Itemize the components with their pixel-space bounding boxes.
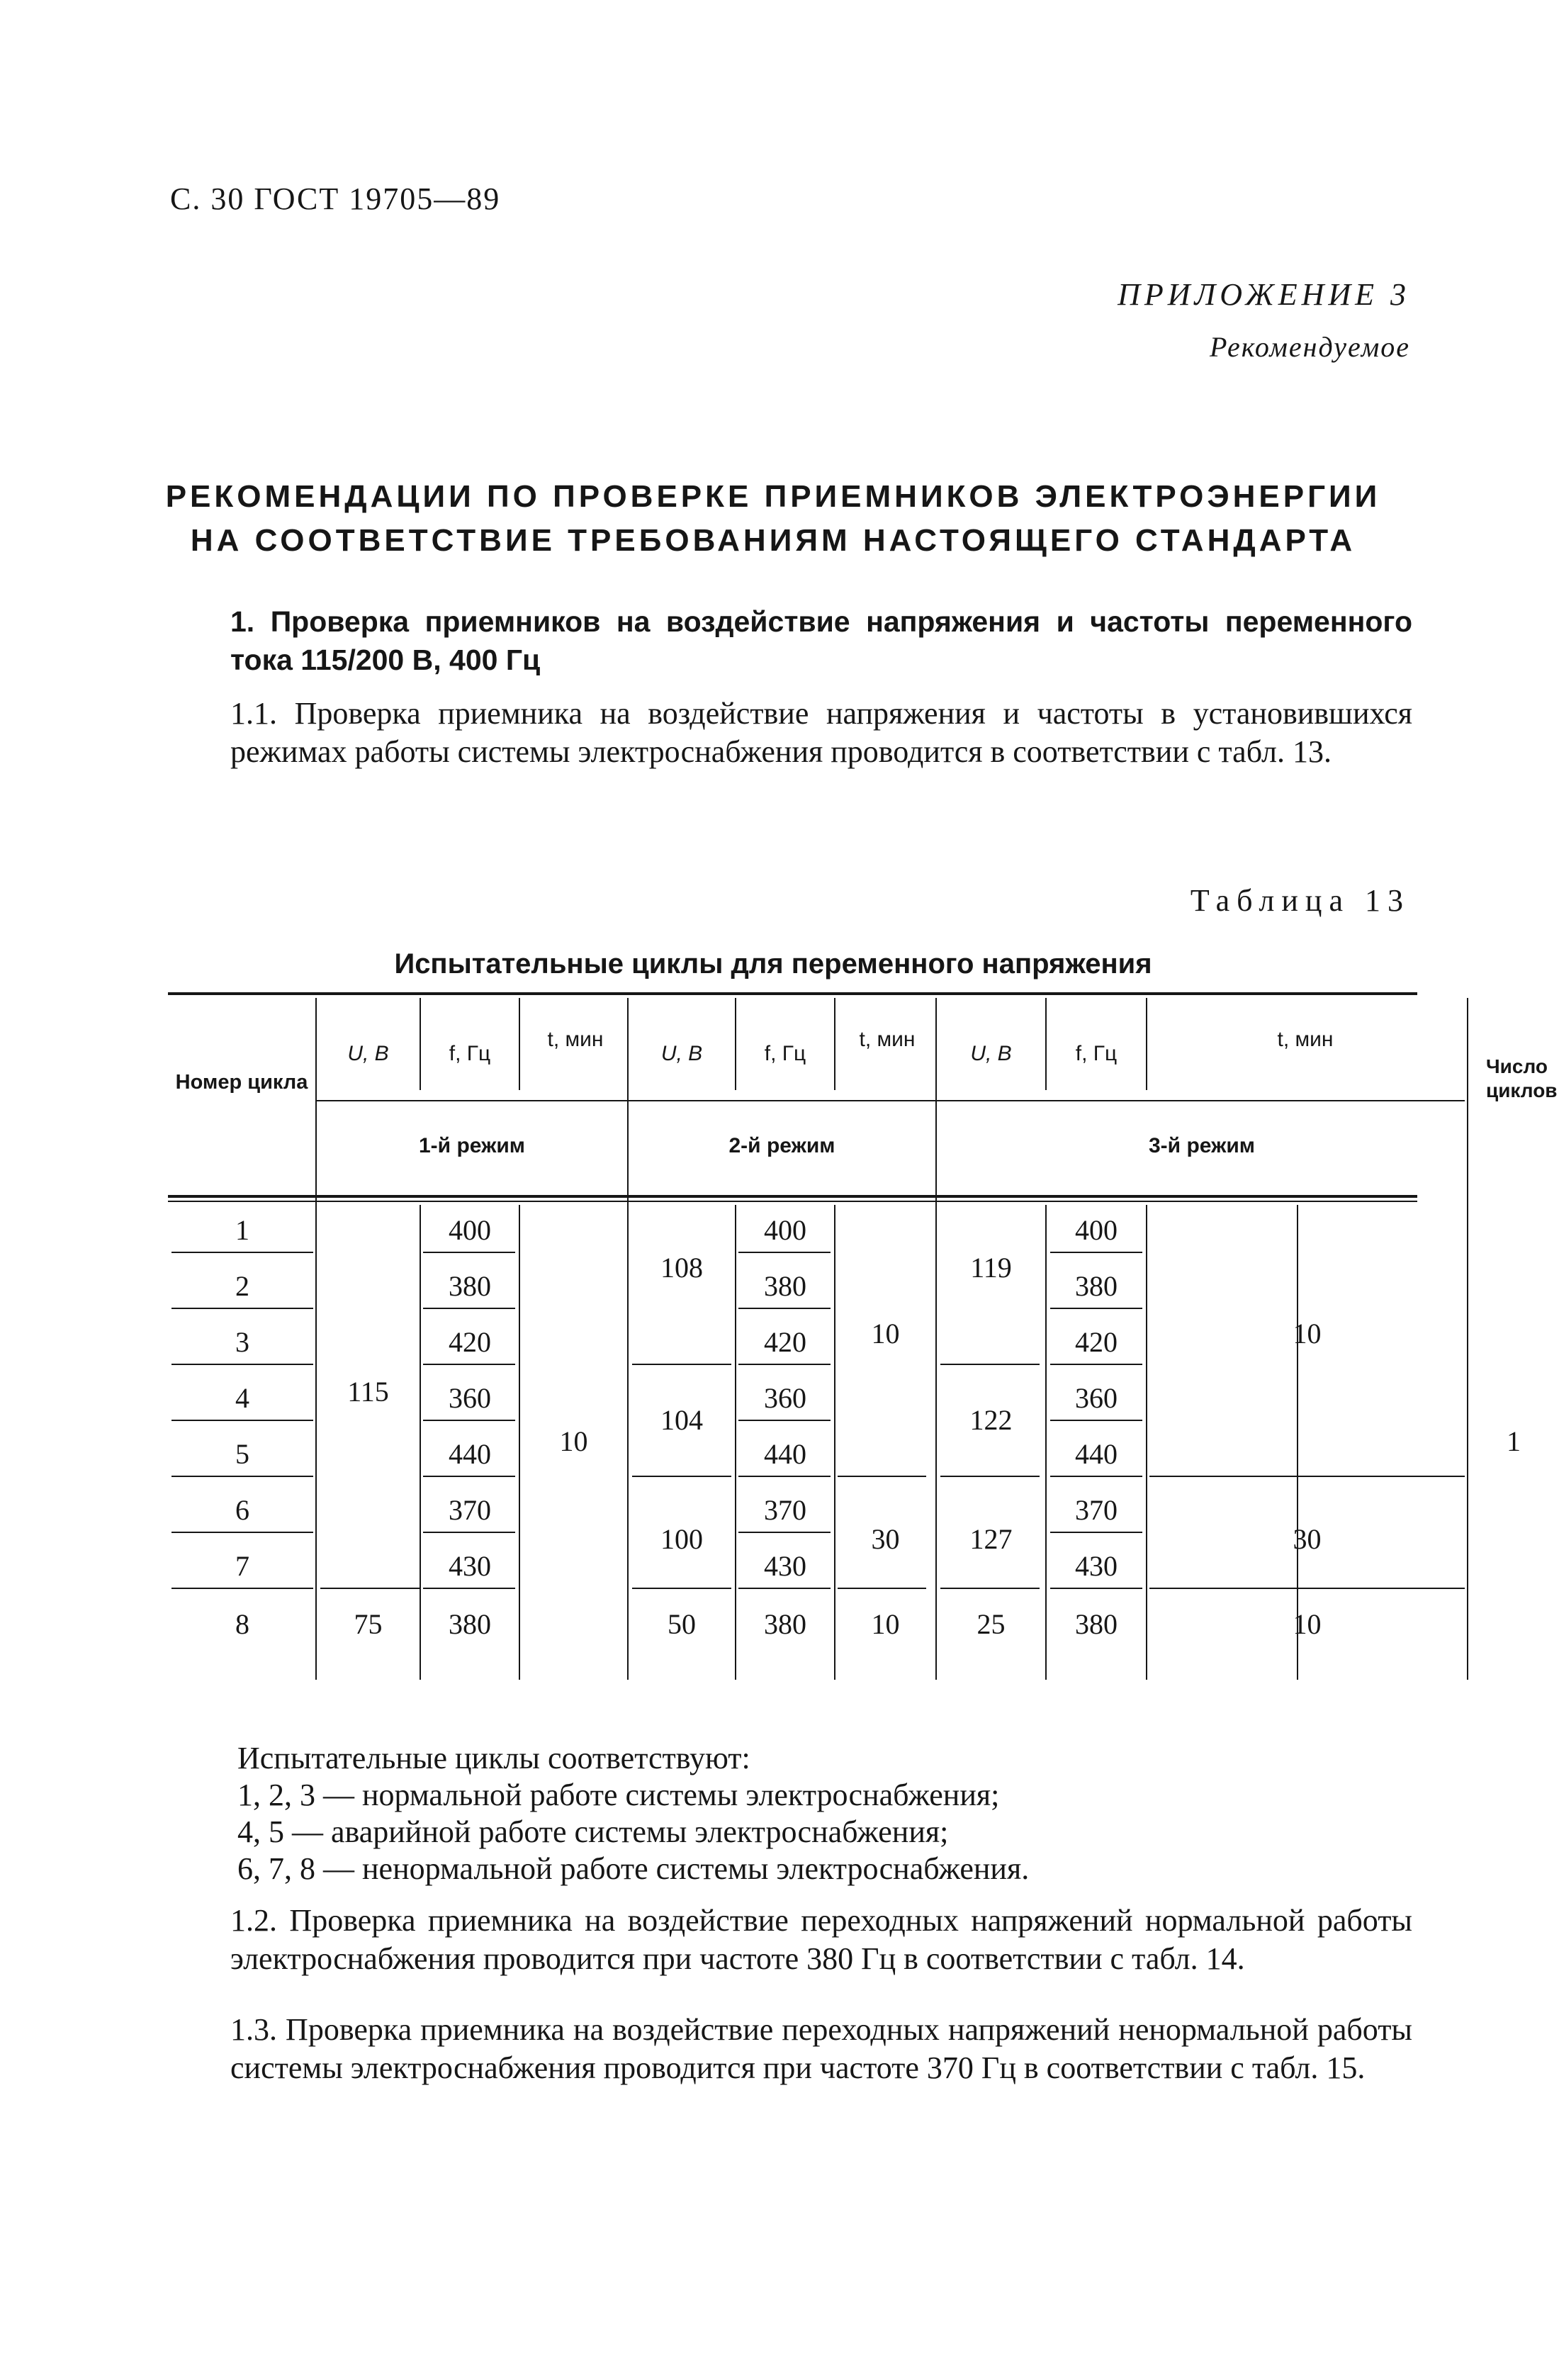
- mode2-u: 104: [660, 1404, 703, 1436]
- header-t-mode3: t, мин: [1277, 1028, 1334, 1051]
- cycle-number: 8: [235, 1608, 249, 1640]
- row-sep: [423, 1364, 515, 1365]
- table-top-rule: [168, 992, 1417, 995]
- merge-sep: [940, 1476, 1040, 1477]
- row-sep: [738, 1588, 831, 1589]
- page-header: С. 30 ГОСТ 19705—89: [170, 181, 501, 216]
- cycle-number: 7: [235, 1550, 249, 1582]
- row-sep: [738, 1476, 831, 1477]
- mode3-f: 420: [1075, 1326, 1118, 1358]
- title-line-2: НА СООТВЕТСТВИЕ ТРЕБОВАНИЯМ НАСТОЯЩЕГО СТАНДАРТА: [190, 523, 1356, 558]
- header-f-mode2: f, Гц: [764, 1042, 806, 1065]
- mode3-f: 400: [1075, 1214, 1118, 1246]
- mode3-t: 30: [1293, 1523, 1322, 1555]
- paragraph-1-3-text: 1.3. Проверка приемника на воздействие переходных напряжений ненормальной работы системы электроснабжения проводится при частоте 370 Гц в соответствии с табл. 15.: [230, 2012, 1412, 2085]
- header-mode2: 2-й режим: [728, 1134, 835, 1157]
- mode1-f: 400: [449, 1214, 491, 1246]
- mode3-t: 10: [1293, 1608, 1322, 1640]
- row-sep: [423, 1532, 515, 1533]
- merge-sep: [940, 1364, 1040, 1365]
- title-line-1: РЕКОМЕНДАЦИИ ПО ПРОВЕРКЕ ПРИЕМНИКОВ ЭЛЕКТРОЭНЕРГИИ: [165, 479, 1381, 514]
- mode2-u: 100: [660, 1523, 703, 1555]
- test-cycles-table: [168, 992, 1558, 1680]
- merge-sep: [1149, 1476, 1465, 1477]
- header-mode1: 1-й режим: [419, 1134, 525, 1157]
- header-u-mode1: U, В: [347, 1042, 389, 1065]
- mode2-t: 10: [871, 1608, 900, 1640]
- cycle-notes: [237, 1740, 1029, 1887]
- mode2-f: 370: [764, 1494, 806, 1526]
- paragraph-1-1: [174, 695, 1412, 771]
- merge-sep: [632, 1476, 731, 1477]
- cycle-number: 3: [235, 1326, 249, 1358]
- cycle-count-value: 1: [1507, 1425, 1521, 1457]
- merge-sep: [632, 1364, 731, 1365]
- mode3-f: 370: [1075, 1494, 1118, 1526]
- header-cycle-number: Номер цикла: [175, 1071, 308, 1094]
- row-sep: [171, 1420, 313, 1421]
- mode2-f: 440: [764, 1438, 806, 1470]
- table-number: Таблица 13: [1190, 883, 1410, 918]
- notes-item: 6, 7, 8 — ненормальной работе системы электроснабжения.: [237, 1851, 1030, 1886]
- merge-sep: [320, 1588, 420, 1589]
- row-sep: [171, 1532, 313, 1533]
- paragraph-1-2-text: 1.2. Проверка приемника на воздействие переходных напряжений нормальной работы электроснабжения проводится при частоте 380 Гц в соответствии с табл. 14.: [230, 1903, 1412, 1976]
- mode1-f: 440: [449, 1438, 491, 1470]
- header-t-mode2: t, мин: [859, 1028, 916, 1051]
- section-1-heading: [174, 602, 1412, 679]
- row-sep: [423, 1252, 515, 1253]
- row-sep: [1050, 1588, 1142, 1589]
- col-rule: [315, 998, 317, 1680]
- mode2-f: 360: [764, 1382, 806, 1414]
- row-sep: [738, 1420, 831, 1421]
- col-rule: [1467, 998, 1468, 1680]
- paragraph-1-1-text: 1.1. Проверка приемника на воздействие напряжения и частоты в установившихся режимах работы системы электроснабжения проводится в соответствии с табл. 13.: [230, 696, 1412, 769]
- row-sep: [171, 1308, 313, 1309]
- row-sep: [171, 1588, 313, 1589]
- mode2-f: 420: [764, 1326, 806, 1358]
- col-rule: [627, 998, 629, 1680]
- cycle-number: 5: [235, 1438, 249, 1470]
- mode3-u: 25: [977, 1608, 1006, 1640]
- col-rule: [1146, 998, 1147, 1090]
- row-sep: [171, 1252, 313, 1253]
- notes-item: 4, 5 — аварийной работе системы электроснабжения;: [237, 1814, 949, 1849]
- row-sep: [738, 1532, 831, 1533]
- merge-sep: [838, 1476, 926, 1477]
- header-bottom-rule: [168, 1195, 1417, 1198]
- mode3-f: 360: [1075, 1382, 1118, 1414]
- cycle-number: 6: [235, 1494, 249, 1526]
- mode1-f: 430: [449, 1550, 491, 1582]
- mode1-u: 115: [347, 1376, 389, 1408]
- mode3-u: 127: [969, 1523, 1013, 1555]
- header-u-mode3: U, В: [970, 1042, 1012, 1065]
- mode3-u: 122: [969, 1404, 1013, 1436]
- cycle-number: 1: [235, 1214, 249, 1246]
- row-sep: [423, 1588, 515, 1589]
- cycle-number: 2: [235, 1270, 249, 1302]
- appendix-label: ПРИЛОЖЕНИЕ 3: [1118, 277, 1410, 312]
- paragraph-1-3: [174, 2011, 1412, 2087]
- mode2-f: 380: [764, 1608, 806, 1640]
- mode2-t: 10: [871, 1318, 900, 1349]
- row-sep: [1050, 1532, 1142, 1533]
- document-title: [0, 475, 1546, 563]
- table-caption: Испытательные циклы для переменного напряжения: [394, 948, 1152, 979]
- header-u-mode2: U, В: [660, 1042, 703, 1065]
- mode1-t: 10: [559, 1425, 588, 1457]
- row-sep: [738, 1364, 831, 1365]
- mode2-u: 108: [660, 1252, 703, 1284]
- mode3-f: 380: [1075, 1608, 1118, 1640]
- row-sep: [1050, 1476, 1142, 1477]
- row-sep: [738, 1252, 831, 1253]
- notes-item: 1, 2, 3 — нормальной работе системы электроснабжения;: [237, 1778, 1000, 1812]
- notes-intro: Испытательные циклы соответствуют:: [237, 1741, 750, 1775]
- header-mid-rule: [317, 1100, 1465, 1101]
- row-sep: [171, 1364, 313, 1365]
- row-sep: [1050, 1420, 1142, 1421]
- row-sep: [171, 1476, 313, 1477]
- mode2-t: 30: [871, 1523, 900, 1555]
- col-rule: [519, 998, 520, 1090]
- mode1-f: 360: [449, 1382, 491, 1414]
- merge-sep: [632, 1588, 731, 1589]
- row-sep: [1050, 1308, 1142, 1309]
- row-sep: [423, 1420, 515, 1421]
- mode2-f: 400: [764, 1214, 806, 1246]
- mode1-u: 75: [354, 1608, 383, 1640]
- mode2-f: 430: [764, 1550, 806, 1582]
- mode1-f: 380: [449, 1270, 491, 1302]
- merge-sep: [940, 1588, 1040, 1589]
- mode3-t: 10: [1293, 1318, 1322, 1349]
- row-sep: [1050, 1364, 1142, 1365]
- mode2-f: 380: [764, 1270, 806, 1302]
- cycle-number: 4: [235, 1382, 249, 1414]
- mode1-f: 370: [449, 1494, 491, 1526]
- merge-sep: [1149, 1588, 1465, 1589]
- header-f-mode1: f, Гц: [449, 1042, 491, 1065]
- mode1-f: 420: [449, 1326, 491, 1358]
- row-sep: [423, 1476, 515, 1477]
- section-1-text: 1. Проверка приемников на воздействие напряжения и частоты переменного тока 115/200 В, 400 Гц: [230, 605, 1412, 676]
- mode3-u: 119: [970, 1252, 1012, 1284]
- row-sep: [1050, 1252, 1142, 1253]
- row-sep: [738, 1308, 831, 1309]
- header-f-mode3: f, Гц: [1075, 1042, 1118, 1065]
- header-t-mode1: t, мин: [547, 1028, 604, 1051]
- mode3-f: 380: [1075, 1270, 1118, 1302]
- mode3-f: 440: [1075, 1438, 1118, 1470]
- header-cycle-count: Число циклов: [1486, 1055, 1558, 1101]
- row-sep: [423, 1308, 515, 1309]
- mode1-f: 380: [449, 1608, 491, 1640]
- header-mode3: 3-й режим: [1149, 1134, 1255, 1157]
- paragraph-1-2: [174, 1902, 1412, 1978]
- header-bottom-rule-2: [168, 1201, 1417, 1202]
- merge-sep: [838, 1588, 926, 1589]
- col-rule: [834, 998, 835, 1090]
- mode2-u: 50: [668, 1608, 696, 1640]
- mode3-f: 430: [1075, 1550, 1118, 1582]
- recommended-label: Рекомендуемое: [1209, 331, 1410, 363]
- col-rule: [935, 998, 937, 1680]
